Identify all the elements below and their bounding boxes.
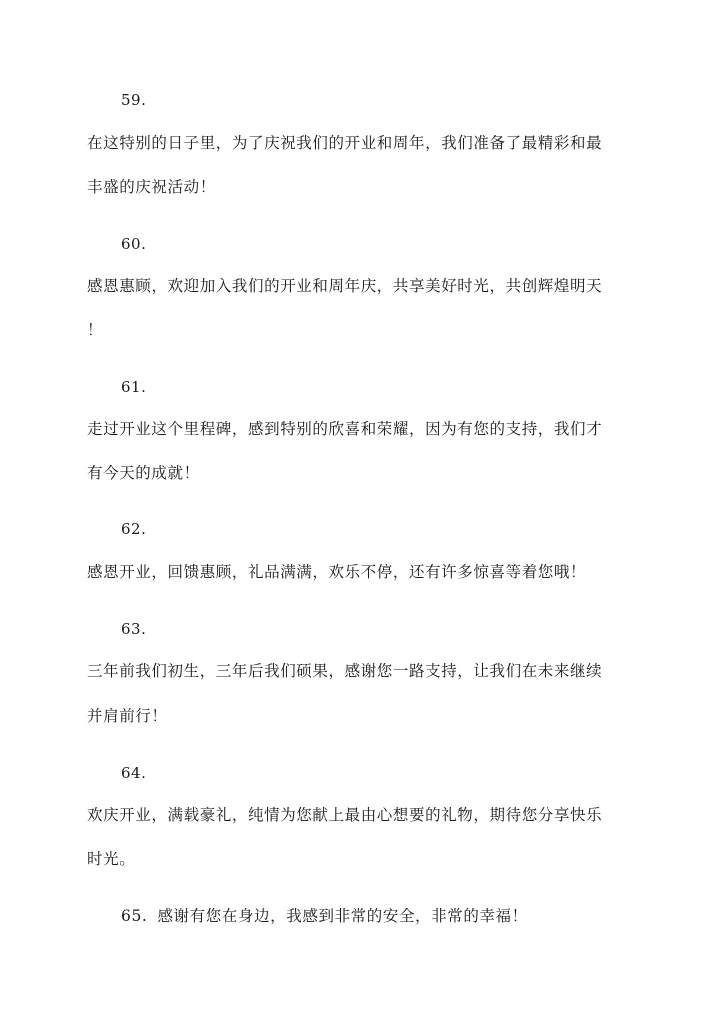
item-text-line: 三年前我们初生，三年后我们硕果，感谢您一路支持，让我们在未来继续 xyxy=(87,662,603,680)
item-text-line: 感谢有您在身边，我感到非常的安全，非常的幸福！ xyxy=(157,907,528,925)
item-number: 64. xyxy=(121,764,147,782)
item-text-line: 时光。 xyxy=(87,850,136,868)
item-text-line: 欢庆开业，满载豪礼，纯情为您献上最由心想要的礼物，期待您分享快乐 xyxy=(87,806,603,824)
item-inline xyxy=(121,906,528,926)
item-text-line: ！ xyxy=(87,321,104,339)
item-number: 59. xyxy=(121,91,147,109)
item-text-line: 有今天的成就！ xyxy=(87,464,200,482)
item-number: 60. xyxy=(121,235,147,253)
item-number: 63. xyxy=(121,620,147,638)
item-text-line: 感恩开业，回馈惠顾，礼品满满，欢乐不停，还有许多惊喜等着您哦！ xyxy=(87,563,587,581)
item-text-line: 走过开业这个里程碑，感到特别的欣喜和荣耀，因为有您的支持，我们才 xyxy=(87,420,603,438)
item-number: 61. xyxy=(121,378,147,396)
item-number: 65. xyxy=(121,907,148,925)
item-text-line: 并肩前行！ xyxy=(87,707,168,725)
item-text-line: 在这特别的日子里，为了庆祝我们的开业和周年，我们准备了最精彩和最 xyxy=(87,134,603,152)
item-text-line: 感恩惠顾，欢迎加入我们的开业和周年庆，共享美好时光，共创辉煌明天 xyxy=(87,277,603,295)
item-text-line: 丰盛的庆祝活动！ xyxy=(87,178,216,196)
item-number: 62. xyxy=(121,520,147,538)
